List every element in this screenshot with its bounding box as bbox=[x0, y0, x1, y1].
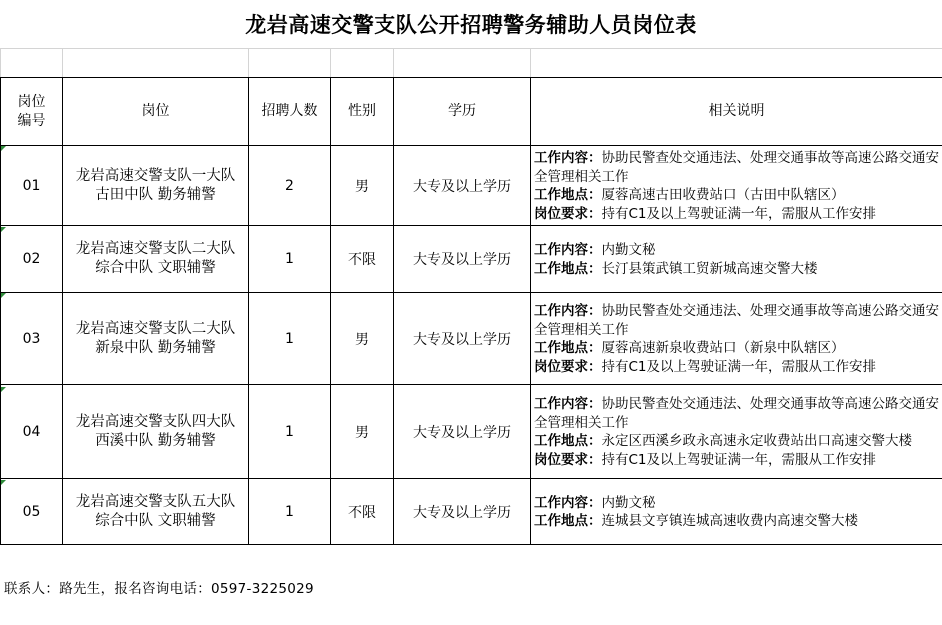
cell-marker bbox=[1, 227, 6, 232]
table-row bbox=[1, 479, 942, 545]
place-text: 永定区西溪乡政永高速永定收费站出口高速交警大楼 bbox=[601, 433, 912, 449]
place-text: 长汀县策武镇工贸新城高速交警大楼 bbox=[601, 260, 818, 277]
content-text: 内勤文秘 bbox=[601, 242, 656, 258]
content-label: 工作内容： bbox=[534, 242, 602, 258]
row-notes bbox=[531, 226, 942, 293]
row-notes bbox=[531, 146, 942, 226]
row-position: 龙岩高速交警支队四大队 西溪中队 勤务辅警 bbox=[63, 385, 249, 479]
place-label: 工作地点： bbox=[534, 433, 602, 449]
row-count: 1 bbox=[249, 479, 331, 545]
positions-table bbox=[0, 48, 942, 545]
requirement-label: 岗位要求： bbox=[534, 451, 602, 468]
content-label: 工作内容： bbox=[534, 150, 602, 166]
content-label: 工作内容： bbox=[534, 396, 602, 412]
content-text: 内勤文秘 bbox=[601, 494, 656, 511]
requirement-text: 持有C1及以上驾驶证满一年，需服从工作安排 bbox=[601, 451, 877, 468]
row-gender: 男 bbox=[331, 293, 394, 385]
header-count: 招聘人数 bbox=[249, 78, 331, 146]
header-education: 学历 bbox=[394, 78, 531, 146]
row-code: 05 bbox=[1, 479, 63, 545]
row-code: 01 bbox=[1, 146, 63, 226]
place-text: 厦蓉高速新泉收费站口（新泉中队辖区） bbox=[601, 340, 845, 356]
header-position: 岗位 bbox=[63, 78, 249, 146]
content-text: 协助民警查处交通违法、处理交通事故等高速公路交通安全管理相关工作 bbox=[534, 396, 939, 431]
header-notes: 相关说明 bbox=[531, 78, 942, 146]
row-code: 02 bbox=[1, 226, 63, 293]
cell-marker bbox=[1, 387, 6, 392]
row-gender: 不限 bbox=[331, 226, 394, 293]
row-position: 龙岩高速交警支队五大队 综合中队 文职辅警 bbox=[63, 479, 249, 545]
row-gender: 不限 bbox=[331, 479, 394, 545]
requirement-text: 持有C1及以上驾驶证满一年，需服从工作安排 bbox=[601, 205, 877, 222]
table-row bbox=[1, 146, 942, 226]
row-code: 03 bbox=[1, 293, 63, 385]
requirement-label: 岗位要求： bbox=[534, 358, 602, 375]
place-text: 厦蓉高速古田收费站口（古田中队辖区） bbox=[601, 187, 845, 203]
row-count: 1 bbox=[249, 385, 331, 479]
cell-marker bbox=[1, 146, 6, 151]
header-row bbox=[1, 78, 942, 146]
row-count: 2 bbox=[249, 146, 331, 226]
row-count: 1 bbox=[249, 293, 331, 385]
blank-row bbox=[1, 49, 942, 78]
table-row bbox=[1, 385, 942, 479]
place-label: 工作地点： bbox=[534, 187, 602, 203]
row-gender: 男 bbox=[331, 385, 394, 479]
header-gender: 性别 bbox=[331, 78, 394, 146]
row-count: 1 bbox=[249, 226, 331, 293]
row-gender: 男 bbox=[331, 146, 394, 226]
row-code: 04 bbox=[1, 385, 63, 479]
row-education: 大专及以上学历 bbox=[394, 385, 531, 479]
table-row bbox=[1, 226, 942, 293]
row-education: 大专及以上学历 bbox=[394, 293, 531, 385]
place-label: 工作地点： bbox=[534, 513, 602, 529]
row-education: 大专及以上学历 bbox=[394, 479, 531, 545]
content-text: 协助民警查处交通违法、处理交通事故等高速公路交通安全管理相关工作 bbox=[534, 303, 939, 338]
cell-marker bbox=[1, 293, 6, 298]
header-code: 岗位 编号 bbox=[1, 78, 63, 146]
row-position: 龙岩高速交警支队二大队 新泉中队 勤务辅警 bbox=[63, 293, 249, 385]
contact-info: 联系人：路先生，报名咨询电话：0597-3225029 bbox=[4, 581, 314, 597]
table-row bbox=[1, 293, 942, 385]
page-title: 龙岩高速交警支队公开招聘警务辅助人员岗位表 bbox=[245, 12, 697, 37]
row-notes bbox=[531, 385, 942, 479]
place-label: 工作地点： bbox=[534, 340, 602, 356]
row-notes bbox=[531, 479, 942, 545]
content-text: 协助民警查处交通违法、处理交通事故等高速公路交通安全管理相关工作 bbox=[534, 150, 939, 185]
row-notes bbox=[531, 293, 942, 385]
content-label: 工作内容： bbox=[534, 303, 602, 319]
place-label: 工作地点： bbox=[534, 260, 602, 277]
content-label: 工作内容： bbox=[534, 494, 602, 511]
cell-marker bbox=[1, 480, 6, 485]
requirement-text: 持有C1及以上驾驶证满一年，需服从工作安排 bbox=[601, 358, 877, 375]
row-position: 龙岩高速交警支队一大队 古田中队 勤务辅警 bbox=[63, 146, 249, 226]
requirement-label: 岗位要求： bbox=[534, 205, 602, 222]
row-position: 龙岩高速交警支队二大队 综合中队 文职辅警 bbox=[63, 226, 249, 293]
row-education: 大专及以上学历 bbox=[394, 146, 531, 226]
place-text: 连城县文亨镇连城高速收费内高速交警大楼 bbox=[601, 513, 858, 529]
row-education: 大专及以上学历 bbox=[394, 226, 531, 293]
